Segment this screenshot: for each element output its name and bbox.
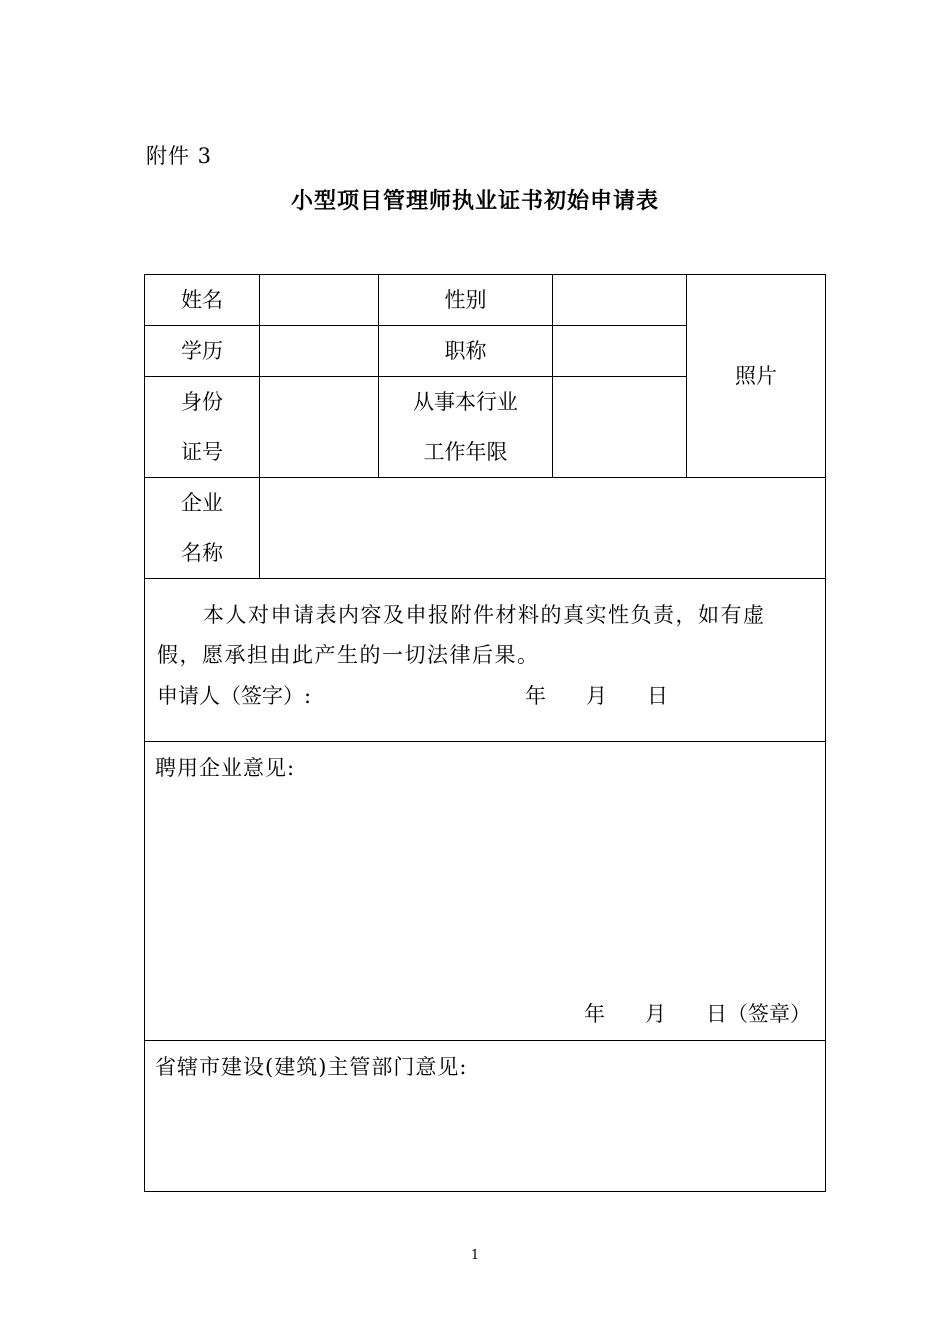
photo-cell[interactable]: 照片 (687, 275, 826, 478)
id-label-line1: 身份 (181, 390, 223, 414)
employer-opinion-label: 聘用企业意见: (155, 756, 296, 780)
applicant-date-day: 日 (647, 684, 668, 708)
employer-stamp-date (584, 994, 811, 1034)
application-form-table (144, 274, 826, 1192)
applicant-date-year: 年 (525, 684, 546, 708)
job-title-label: 职称 (379, 326, 553, 377)
name-field[interactable] (260, 275, 379, 326)
education-field[interactable] (260, 326, 379, 377)
employer-stamp-suffix: 日（签章） (706, 1002, 811, 1026)
education-label: 学历 (145, 326, 260, 377)
id-label-line2: 证号 (181, 440, 223, 464)
name-label: 姓名 (145, 275, 260, 326)
authority-opinion-cell[interactable] (145, 1041, 826, 1192)
employer-opinion-cell[interactable] (145, 742, 826, 1041)
employer-date-year: 年 (584, 1002, 605, 1026)
page-number: 1 (470, 1248, 480, 1263)
job-title-field[interactable] (553, 326, 687, 377)
years-label-line2: 工作年限 (423, 440, 508, 464)
applicant-sign-label: 申请人（签字）: (157, 684, 312, 708)
authority-opinion-label: 省辖市建设(建筑)主管部门意见: (155, 1055, 468, 1079)
work-years-label (379, 377, 553, 478)
declaration-line2: 假，愿承担由此产生的一切法律后果。 (157, 643, 540, 667)
declaration-cell (145, 579, 826, 742)
declaration-line1: 本人对申请表内容及申报附件材料的真实性负责，如有虚 (203, 603, 766, 627)
company-name-label (145, 478, 260, 579)
applicant-signature-row[interactable] (145, 681, 825, 711)
form-title: 小型项目管理师执业证书初始申请表 (290, 188, 659, 214)
company-name-field[interactable] (260, 478, 826, 579)
gender-field[interactable] (553, 275, 687, 326)
company-label-line2: 名称 (181, 541, 223, 565)
years-label-line1: 从事本行业 (413, 390, 518, 414)
id-number-field[interactable] (260, 377, 379, 478)
gender-label: 性别 (379, 275, 553, 326)
id-number-label (145, 377, 260, 478)
company-label-line1: 企业 (181, 491, 223, 515)
employer-date-month: 月 (645, 1002, 666, 1026)
applicant-date (525, 681, 668, 711)
attachment-label: 附件 3 (146, 144, 213, 168)
applicant-date-month: 月 (586, 684, 607, 708)
work-years-field[interactable] (553, 377, 687, 478)
